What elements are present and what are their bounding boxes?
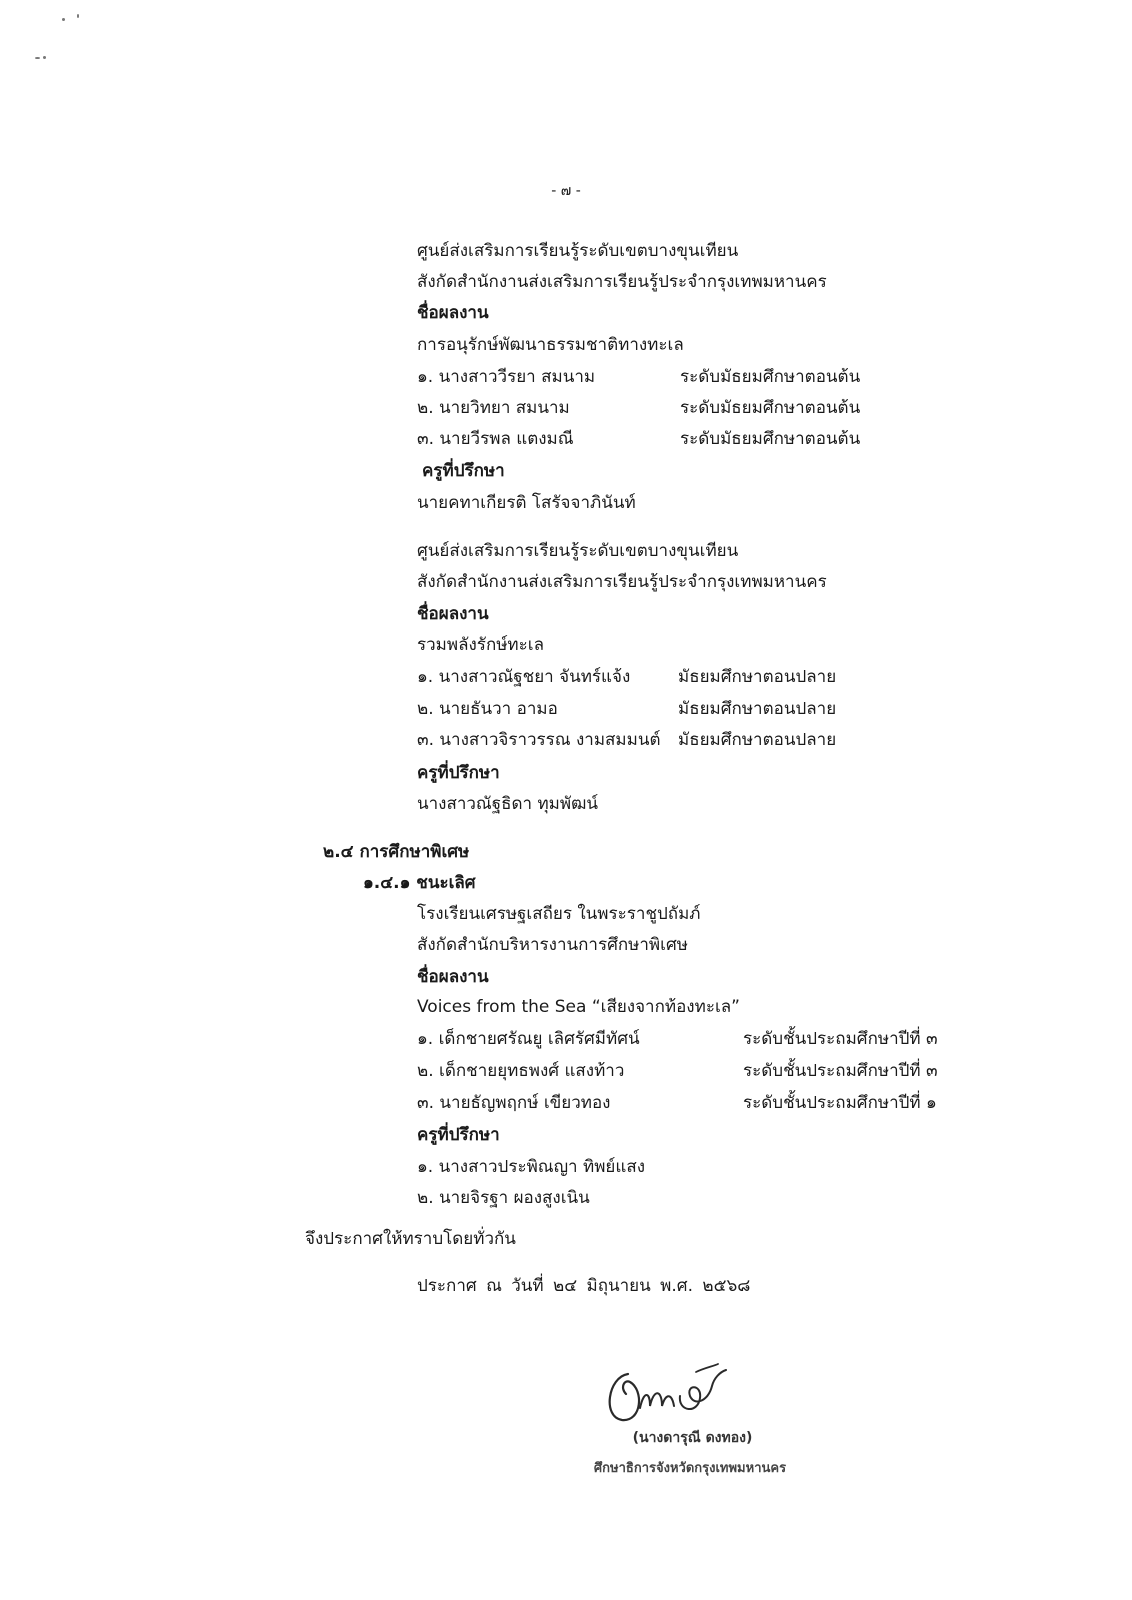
work-heading: ชื่อผลงาน: [417, 604, 489, 624]
org-line-2: สังกัดสำนักงานส่งเสริมการเรียนรู้ประจำกรุงเทพมหานคร: [417, 572, 827, 592]
member-row: [417, 1092, 937, 1114]
advisor-name: ๑. นางสาวประพิณญา ทิพย์แสง: [417, 1157, 646, 1177]
member-row: [417, 729, 837, 751]
advisor-heading: ครูที่ปรึกษา: [422, 461, 505, 481]
closing-line: จึงประกาศให้ทราบโดยทั่วกัน: [305, 1229, 516, 1249]
advisor-name: นางสาวณัฐธิดา ทุมพัฒน์: [417, 794, 599, 814]
member-name: ๑. นางสาววีรยา สมนาม: [417, 367, 596, 387]
advisor-name: นายคทาเกียรติ โสรัจจาภินันท์: [417, 493, 636, 513]
work-heading: ชื่อผลงาน: [417, 967, 489, 987]
advisor-heading: ครูที่ปรึกษา: [417, 763, 500, 783]
member-row: [417, 1060, 938, 1082]
work-heading: ชื่อผลงาน: [417, 303, 489, 323]
org-line-1: ศูนย์ส่งเสริมการเรียนรู้ระดับเขตบางขุนเทียน: [417, 541, 739, 561]
member-row: [417, 397, 861, 419]
section-subheading: ๑.๔.๑ ชนะเลิศ: [363, 873, 476, 893]
member-name: ๒. เด็กชายยุทธพงศ์ แสงท้าว: [417, 1061, 625, 1081]
scan-speck: [62, 18, 65, 21]
member-level: ระดับมัธยมศึกษาตอนต้น: [680, 367, 861, 387]
work-title: การอนุรักษ์พัฒนาธรรมชาติทางทะเล: [417, 335, 684, 355]
advisor-name: ๒. นายจิรฐา ผองสูงเนิน: [417, 1188, 590, 1208]
member-row: [417, 698, 837, 720]
signatory-position: ศึกษาธิการจังหวัดกรุงเทพมหานคร: [593, 1461, 787, 1476]
member-level: ระดับชั้นประถมศึกษาปีที่ ๑: [743, 1093, 937, 1113]
member-name: ๓. นายวีรพล แตงมณี: [417, 429, 574, 449]
member-level: ระดับชั้นประถมศึกษาปีที่ ๓: [743, 1029, 938, 1049]
member-row: [417, 1028, 938, 1050]
member-name: ๒. นายวิทยา สมนาม: [417, 398, 570, 418]
member-row: [417, 366, 861, 388]
announcement-date: ประกาศ ณ วันที่ ๒๔ มิถุนายน พ.ศ. ๒๕๖๘: [417, 1276, 751, 1296]
scan-speck: [77, 14, 79, 18]
member-name: ๓. นางสาวจิราวรรณ งามสมมนต์: [417, 730, 661, 750]
org-line-2: สังกัดสำนักบริหารงานการศึกษาพิเศษ: [417, 935, 688, 955]
scan-speck: [35, 57, 40, 59]
work-title: Voices from the Sea “เสียงจากท้องทะเล”: [417, 997, 740, 1017]
signature-image: [600, 1362, 750, 1432]
org-line-2: สังกัดสำนักงานส่งเสริมการเรียนรู้ประจำกรุงเทพมหานคร: [417, 272, 827, 292]
member-level: ระดับชั้นประถมศึกษาปีที่ ๓: [743, 1061, 938, 1081]
member-row: [417, 666, 837, 688]
member-name: ๒. นายธันวา อามอ: [417, 699, 558, 719]
member-level: มัธยมศึกษาตอนปลาย: [678, 667, 837, 687]
member-level: มัธยมศึกษาตอนปลาย: [678, 730, 837, 750]
member-level: มัธยมศึกษาตอนปลาย: [678, 699, 837, 719]
advisor-heading: ครูที่ปรึกษา: [417, 1125, 500, 1145]
work-title: รวมพลังรักษ์ทะเล: [417, 635, 545, 655]
member-level: ระดับมัธยมศึกษาตอนต้น: [680, 398, 861, 418]
member-name: ๑. นางสาวณัฐชยา จันทร์แจ้ง: [417, 667, 631, 687]
scan-speck: [43, 56, 46, 59]
member-name: ๑. เด็กชายศรัณยู เลิศรัศมีทัศน์: [417, 1029, 640, 1049]
page-number: - ๗ -: [551, 183, 581, 199]
signatory-name: (นางดารุณี ดงทอง): [632, 1430, 753, 1446]
member-level: ระดับมัธยมศึกษาตอนต้น: [680, 429, 861, 449]
member-name: ๓. นายธัญพฤกษ์ เขียวทอง: [417, 1093, 611, 1113]
org-line-1: ศูนย์ส่งเสริมการเรียนรู้ระดับเขตบางขุนเทียน: [417, 241, 739, 261]
section-heading: ๒.๔ การศึกษาพิเศษ: [323, 842, 470, 862]
org-line-1: โรงเรียนเศรษฐเสถียร ในพระราชูปถัมภ์: [417, 904, 701, 924]
member-row: [417, 428, 861, 450]
